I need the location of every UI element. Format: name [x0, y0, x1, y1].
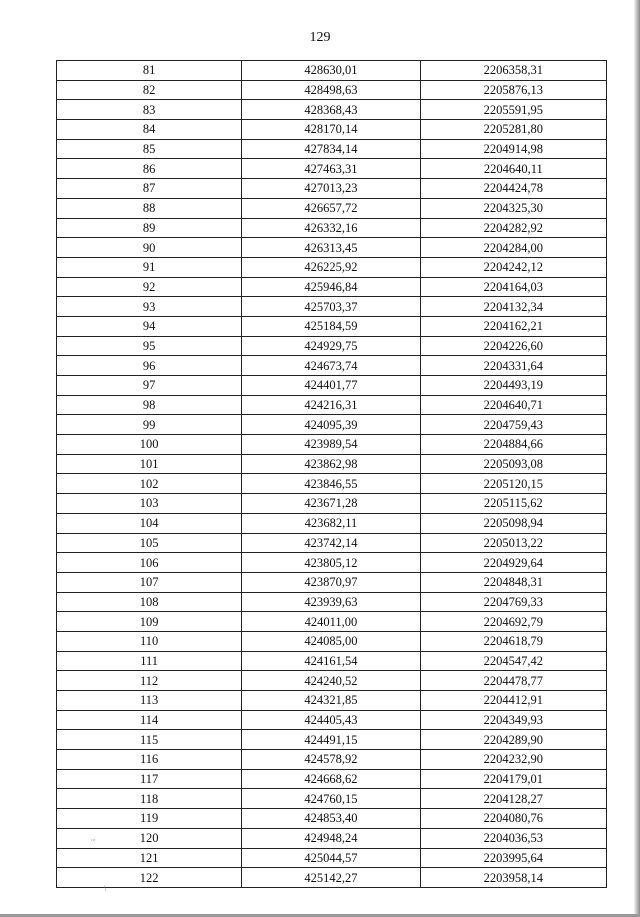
point-number-cell: 90 — [57, 238, 242, 258]
x-coordinate-cell: 425946,84 — [242, 277, 420, 297]
point-number-cell: 92 — [57, 277, 242, 297]
table-row — [57, 671, 607, 691]
x-coordinate-cell: 424401,77 — [242, 376, 420, 396]
point-number-cell: 104 — [57, 513, 242, 533]
x-coordinate-cell: 424668,62 — [242, 769, 420, 789]
table-row — [57, 159, 607, 179]
x-coordinate-cell: 424011,00 — [242, 612, 420, 632]
x-coordinate-cell: 425142,27 — [242, 868, 420, 888]
table-row — [57, 376, 607, 396]
x-coordinate-cell: 423989,54 — [242, 435, 420, 455]
table-row — [57, 336, 607, 356]
point-number-cell: 87 — [57, 179, 242, 199]
table-row — [57, 238, 607, 258]
point-number-cell: 122 — [57, 868, 242, 888]
table-row — [57, 179, 607, 199]
x-coordinate-cell: 424240,52 — [242, 671, 420, 691]
x-coordinate-cell: 426225,92 — [242, 257, 420, 277]
table-row — [57, 848, 607, 868]
y-coordinate-cell: 2204080,76 — [420, 809, 606, 829]
x-coordinate-cell: 428368,43 — [242, 100, 420, 120]
y-coordinate-cell: 2204036,53 — [420, 828, 606, 848]
point-number-cell: 91 — [57, 257, 242, 277]
point-number-cell: 120 — [57, 828, 242, 848]
y-coordinate-cell: 2204692,79 — [420, 612, 606, 632]
y-coordinate-cell: 2203958,14 — [420, 868, 606, 888]
x-coordinate-cell: 424853,40 — [242, 809, 420, 829]
table-row — [57, 868, 607, 888]
point-number-cell: 101 — [57, 454, 242, 474]
table-row — [57, 769, 607, 789]
table-row — [57, 454, 607, 474]
y-coordinate-cell: 2205120,15 — [420, 474, 606, 494]
y-coordinate-cell: 2205876,13 — [420, 80, 606, 100]
x-coordinate-cell: 424760,15 — [242, 789, 420, 809]
point-number-cell: 105 — [57, 533, 242, 553]
point-number-cell: 89 — [57, 218, 242, 238]
point-number-cell: 94 — [57, 316, 242, 336]
y-coordinate-cell: 2205093,08 — [420, 454, 606, 474]
x-coordinate-cell: 424673,74 — [242, 356, 420, 376]
page-number: 129 — [309, 30, 331, 45]
y-coordinate-cell: 2204914,98 — [420, 139, 606, 159]
point-number-cell: 112 — [57, 671, 242, 691]
table-row — [57, 356, 607, 376]
y-coordinate-cell: 2205098,94 — [420, 513, 606, 533]
x-coordinate-cell: 428630,01 — [242, 61, 420, 81]
y-coordinate-cell: 2204179,01 — [420, 769, 606, 789]
point-number-cell: 106 — [57, 553, 242, 573]
point-number-cell: 97 — [57, 376, 242, 396]
point-number-cell: 98 — [57, 395, 242, 415]
y-coordinate-cell: 2205115,62 — [420, 494, 606, 514]
y-coordinate-cell: 2204349,93 — [420, 710, 606, 730]
x-coordinate-cell: 425044,57 — [242, 848, 420, 868]
table-row — [57, 198, 607, 218]
coordinates-table-body — [57, 61, 607, 888]
point-number-cell: 110 — [57, 631, 242, 651]
table-row — [57, 651, 607, 671]
y-coordinate-cell: 2204242,12 — [420, 257, 606, 277]
table-row — [57, 612, 607, 632]
x-coordinate-cell: 423682,11 — [242, 513, 420, 533]
table-row — [57, 572, 607, 592]
x-coordinate-cell: 423671,28 — [242, 494, 420, 514]
point-number-cell: 88 — [57, 198, 242, 218]
point-number-cell: 109 — [57, 612, 242, 632]
x-coordinate-cell: 424095,39 — [242, 415, 420, 435]
table-row — [57, 139, 607, 159]
y-coordinate-cell: 2206358,31 — [420, 61, 606, 81]
y-coordinate-cell: 2204412,91 — [420, 691, 606, 711]
x-coordinate-cell: 424948,24 — [242, 828, 420, 848]
x-coordinate-cell: 427834,14 — [242, 139, 420, 159]
y-coordinate-cell: 2204284,00 — [420, 238, 606, 258]
point-number-cell: 83 — [57, 100, 242, 120]
table-row — [57, 513, 607, 533]
scan-speck: ˙ˇ — [90, 838, 96, 847]
point-number-cell: 96 — [57, 356, 242, 376]
point-number-cell: 81 — [57, 61, 242, 81]
x-coordinate-cell: 423805,12 — [242, 553, 420, 573]
y-coordinate-cell: 2204128,27 — [420, 789, 606, 809]
y-coordinate-cell: 2204493,19 — [420, 376, 606, 396]
x-coordinate-cell: 424929,75 — [242, 336, 420, 356]
table-row — [57, 120, 607, 140]
table-row — [57, 415, 607, 435]
table-row — [57, 435, 607, 455]
table-row — [57, 710, 607, 730]
x-coordinate-cell: 428498,63 — [242, 80, 420, 100]
x-coordinate-cell: 424578,92 — [242, 750, 420, 770]
table-row — [57, 730, 607, 750]
point-number-cell: 82 — [57, 80, 242, 100]
point-number-cell: 108 — [57, 592, 242, 612]
y-coordinate-cell: 2204769,33 — [420, 592, 606, 612]
y-coordinate-cell: 2204164,03 — [420, 277, 606, 297]
x-coordinate-cell: 424321,85 — [242, 691, 420, 711]
x-coordinate-cell: 426332,16 — [242, 218, 420, 238]
y-coordinate-cell: 2204478,77 — [420, 671, 606, 691]
point-number-cell: 113 — [57, 691, 242, 711]
point-number-cell: 115 — [57, 730, 242, 750]
table-row — [57, 789, 607, 809]
y-coordinate-cell: 2204232,90 — [420, 750, 606, 770]
table-row — [57, 61, 607, 81]
point-number-cell: 114 — [57, 710, 242, 730]
y-coordinate-cell: 2204226,60 — [420, 336, 606, 356]
point-number-cell: 118 — [57, 789, 242, 809]
table-row — [57, 809, 607, 829]
point-number-cell: 86 — [57, 159, 242, 179]
point-number-cell: 117 — [57, 769, 242, 789]
point-number-cell: 102 — [57, 474, 242, 494]
y-coordinate-cell: 2204325,30 — [420, 198, 606, 218]
x-coordinate-cell: 427463,31 — [242, 159, 420, 179]
table-row — [57, 494, 607, 514]
x-coordinate-cell: 424491,15 — [242, 730, 420, 750]
y-coordinate-cell: 2204640,71 — [420, 395, 606, 415]
table-row — [57, 553, 607, 573]
table-row — [57, 750, 607, 770]
point-number-cell: 99 — [57, 415, 242, 435]
x-coordinate-cell: 423862,98 — [242, 454, 420, 474]
point-number-cell: 116 — [57, 750, 242, 770]
x-coordinate-cell: 424405,43 — [242, 710, 420, 730]
point-number-cell: 100 — [57, 435, 242, 455]
table-row — [57, 100, 607, 120]
point-number-cell: 121 — [57, 848, 242, 868]
x-coordinate-cell: 426313,45 — [242, 238, 420, 258]
page-edge-shadow — [634, 0, 640, 917]
x-coordinate-cell: 426657,72 — [242, 198, 420, 218]
y-coordinate-cell: 2204547,42 — [420, 651, 606, 671]
y-coordinate-cell: 2204640,11 — [420, 159, 606, 179]
table-row — [57, 592, 607, 612]
x-coordinate-cell: 423846,55 — [242, 474, 420, 494]
point-number-cell: 103 — [57, 494, 242, 514]
y-coordinate-cell: 2204929,64 — [420, 553, 606, 573]
table-row — [57, 828, 607, 848]
point-number-cell: 119 — [57, 809, 242, 829]
y-coordinate-cell: 2203995,64 — [420, 848, 606, 868]
x-coordinate-cell: 424161,54 — [242, 651, 420, 671]
x-coordinate-cell: 424085,00 — [242, 631, 420, 651]
y-coordinate-cell: 2204331,64 — [420, 356, 606, 376]
table-row — [57, 80, 607, 100]
x-coordinate-cell: 423742,14 — [242, 533, 420, 553]
table-row — [57, 691, 607, 711]
point-number-cell: 107 — [57, 572, 242, 592]
table-row — [57, 631, 607, 651]
x-coordinate-cell: 423870,97 — [242, 572, 420, 592]
x-coordinate-cell: 428170,14 — [242, 120, 420, 140]
x-coordinate-cell: 424216,31 — [242, 395, 420, 415]
table-row — [57, 277, 607, 297]
table-row — [57, 316, 607, 336]
y-coordinate-cell: 2205591,95 — [420, 100, 606, 120]
point-number-cell: 84 — [57, 120, 242, 140]
x-coordinate-cell: 425703,37 — [242, 297, 420, 317]
y-coordinate-cell: 2204618,79 — [420, 631, 606, 651]
x-coordinate-cell: 427013,23 — [242, 179, 420, 199]
coordinates-table — [56, 60, 607, 888]
table-row — [57, 395, 607, 415]
y-coordinate-cell: 2204424,78 — [420, 179, 606, 199]
y-coordinate-cell: 2204132,34 — [420, 297, 606, 317]
scan-speck: \ — [104, 884, 107, 893]
table-row — [57, 218, 607, 238]
y-coordinate-cell: 2205013,22 — [420, 533, 606, 553]
table-row — [57, 297, 607, 317]
x-coordinate-cell: 425184,59 — [242, 316, 420, 336]
table-row — [57, 533, 607, 553]
point-number-cell: 85 — [57, 139, 242, 159]
y-coordinate-cell: 2204848,31 — [420, 572, 606, 592]
table-row — [57, 474, 607, 494]
x-coordinate-cell: 423939,63 — [242, 592, 420, 612]
y-coordinate-cell: 2204884,66 — [420, 435, 606, 455]
y-coordinate-cell: 2205281,80 — [420, 120, 606, 140]
y-coordinate-cell: 2204162,21 — [420, 316, 606, 336]
y-coordinate-cell: 2204759,43 — [420, 415, 606, 435]
point-number-cell: 111 — [57, 651, 242, 671]
point-number-cell: 95 — [57, 336, 242, 356]
point-number-cell: 93 — [57, 297, 242, 317]
y-coordinate-cell: 2204282,92 — [420, 218, 606, 238]
y-coordinate-cell: 2204289,90 — [420, 730, 606, 750]
table-row — [57, 257, 607, 277]
